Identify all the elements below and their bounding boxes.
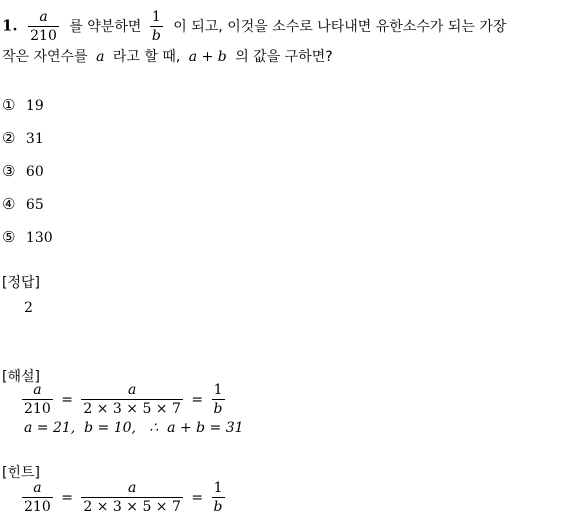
- question-text-part2: 이 되고, 이것을 소수로 나타내면 유한소수가 되는 가장: [173, 18, 507, 35]
- question-fraction-1-over-b: [150, 10, 163, 43]
- option-4[interactable]: [2, 195, 44, 213]
- answer-label: [정답]: [2, 275, 40, 291]
- fraction-numerator: 1: [213, 382, 223, 398]
- fraction-denominator: 210: [24, 499, 51, 515]
- explanation-equation: [22, 383, 225, 416]
- hint-fraction-a-over-210: [22, 481, 53, 514]
- option-marker: ③: [2, 162, 16, 180]
- question-number: 1.: [2, 16, 18, 35]
- option-marker: ⑤: [2, 228, 16, 246]
- question-text-part1: 를 약분하면: [69, 18, 142, 35]
- option-1[interactable]: [2, 96, 44, 114]
- option-value: 31: [25, 131, 44, 147]
- question-fraction-a-over-210: [28, 10, 59, 43]
- hint-equation: [22, 481, 225, 514]
- fraction-numerator: a: [33, 480, 42, 496]
- fraction-numerator: a: [39, 9, 48, 25]
- option-marker: ④: [2, 195, 16, 213]
- question-text-part4: 라고 할 때,: [112, 49, 181, 65]
- option-3[interactable]: [2, 162, 44, 180]
- option-marker: ②: [2, 129, 16, 147]
- equals-sign: =: [61, 489, 73, 506]
- question-text-part5: 의 값을 구하면?: [235, 49, 333, 65]
- explanation-label: [해설]: [2, 369, 40, 385]
- question: [2, 10, 506, 43]
- option-2[interactable]: [2, 129, 44, 147]
- fraction-denominator: b: [213, 401, 223, 417]
- explanation-fraction-1-over-b: [212, 383, 225, 416]
- explanation-fraction-prime-factors: [81, 383, 183, 416]
- fraction-denominator: b: [213, 499, 223, 515]
- fraction-numerator: a: [127, 382, 137, 398]
- option-value: 65: [25, 197, 44, 213]
- option-value: 60: [25, 164, 44, 180]
- equals-sign: =: [191, 391, 204, 408]
- option-marker: ①: [2, 96, 16, 114]
- fraction-numerator: a: [127, 480, 137, 496]
- fraction-denominator: 210: [24, 401, 51, 417]
- option-value: 19: [25, 98, 44, 114]
- fraction-denominator: b: [151, 28, 161, 44]
- question-expression: a + b: [188, 49, 227, 65]
- question-text-part3: 작은 자연수를: [2, 49, 88, 65]
- option-value: 130: [25, 230, 53, 246]
- fraction-denominator: 210: [30, 28, 57, 44]
- explanation-fraction-a-over-210: [22, 383, 53, 416]
- fraction-numerator: 1: [213, 480, 223, 496]
- explanation-result: a = 21, b = 10, ∴ a + b = 31: [24, 420, 244, 436]
- fraction-numerator: 1: [151, 9, 161, 25]
- equals-sign: =: [191, 489, 204, 506]
- hint-label: [힌트]: [2, 465, 40, 481]
- question-line2: [2, 46, 333, 66]
- option-5[interactable]: [2, 228, 53, 246]
- hint-fraction-1-over-b: [212, 481, 225, 514]
- fraction-numerator: a: [33, 382, 42, 398]
- fraction-denominator: 2 × 3 × 5 × 7: [83, 401, 181, 417]
- question-var-a: a: [96, 49, 105, 65]
- fraction-denominator: 2 × 3 × 5 × 7: [83, 499, 181, 515]
- hint-fraction-prime-factors: [81, 481, 183, 514]
- equals-sign: =: [61, 391, 73, 408]
- answer-value: 2: [24, 300, 33, 316]
